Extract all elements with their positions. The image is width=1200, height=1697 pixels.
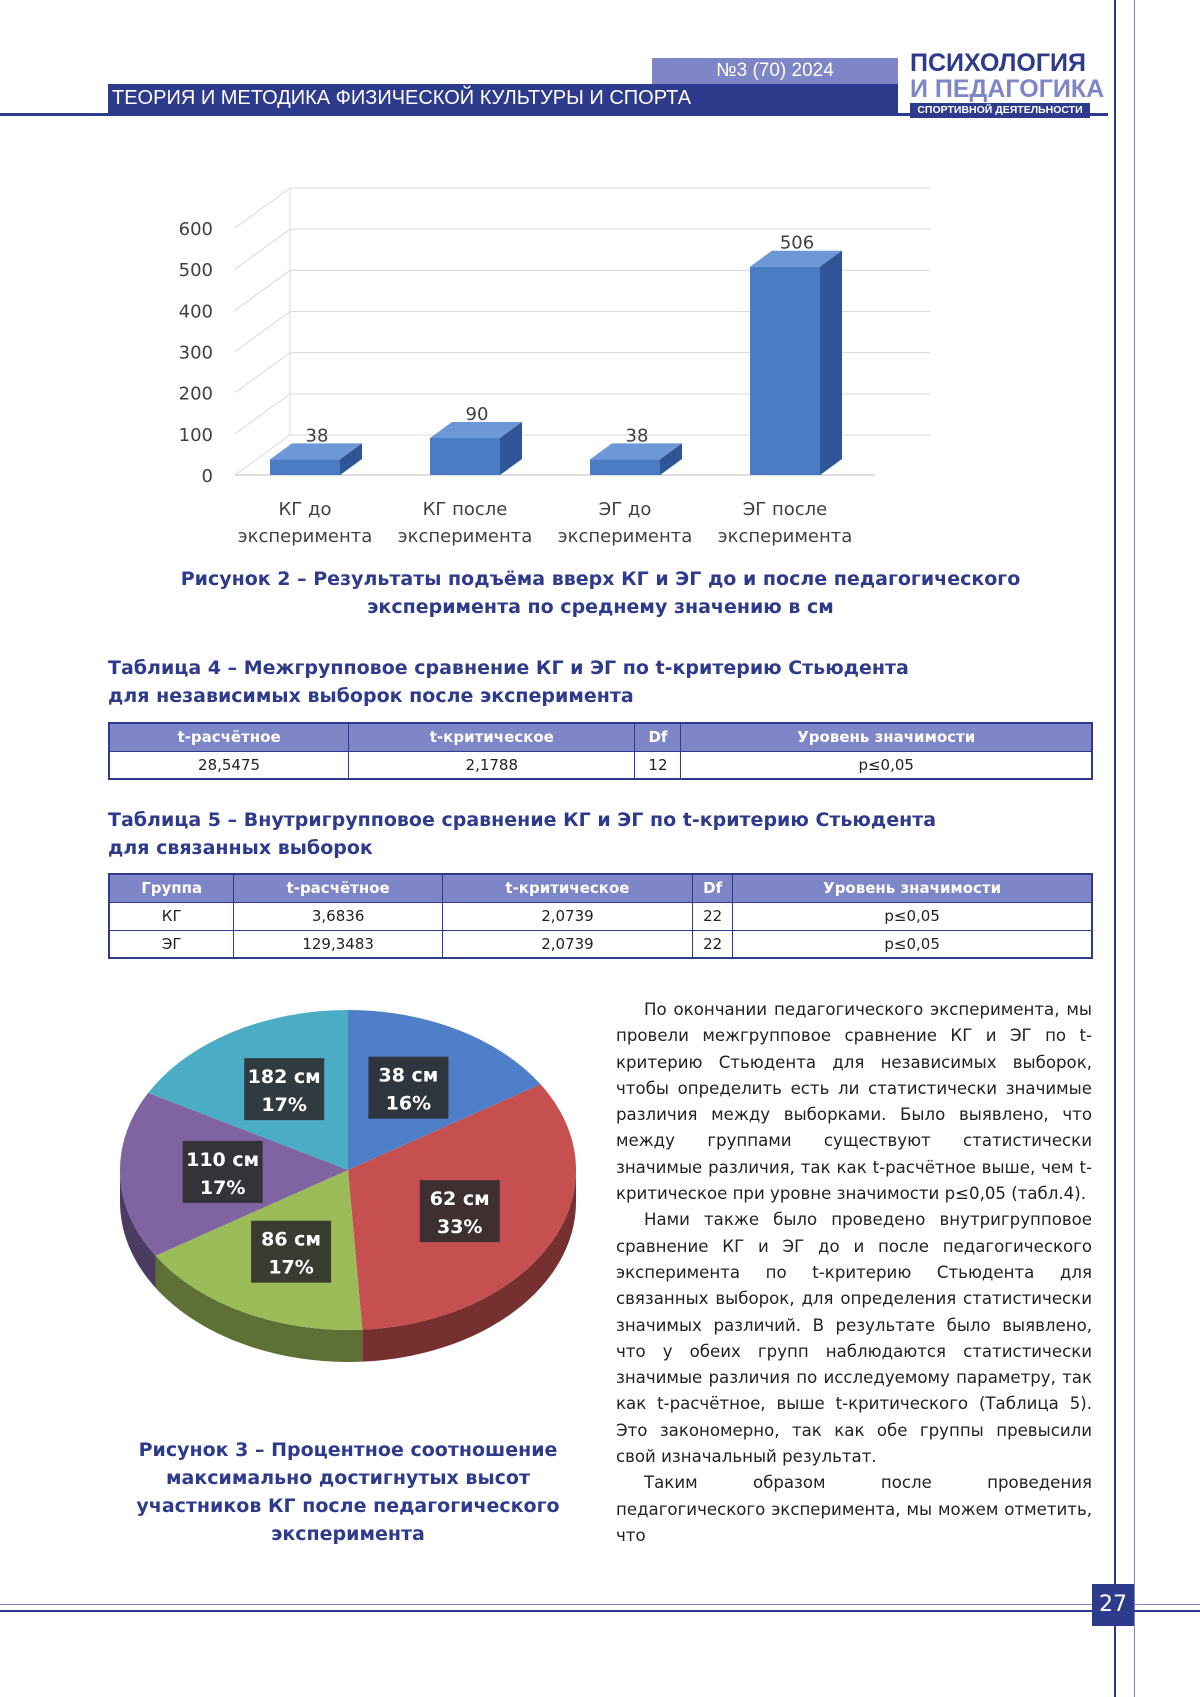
journal-logo-line2: И ПЕДАГОГИКА <box>910 75 1105 103</box>
table-cell: p≤0,05 <box>681 751 1092 779</box>
data-label: 506 <box>779 232 815 254</box>
table-header-cell: t-критическое <box>442 874 692 902</box>
page-number: 27 <box>1092 1584 1134 1626</box>
y-tick-label: 0 <box>201 466 213 487</box>
data-label: 38 <box>305 425 329 447</box>
table5-title <box>108 806 936 862</box>
data-label: 38 <box>625 425 649 447</box>
body-paragraph: Таким образом после проведения педагогического эксперимента, мы можем отметить, что <box>616 1473 1092 1545</box>
x-tick-label: эксперимента <box>717 526 853 547</box>
right-border-line-thin <box>1134 0 1135 1697</box>
table-header-cell: t-расчётное <box>109 723 349 751</box>
bar <box>430 438 500 475</box>
table-cell: p≤0,05 <box>733 930 1092 958</box>
pie-label-value: 62 см <box>429 1188 490 1211</box>
table-header-row <box>109 874 1092 902</box>
bar <box>270 459 340 475</box>
x-tick-label: КГ после <box>422 499 508 520</box>
bar-side <box>820 251 842 475</box>
bar <box>590 459 660 475</box>
table-cell: p≤0,05 <box>733 902 1092 930</box>
gridline-depth <box>235 229 290 269</box>
pie-label-percent: 16% <box>385 1092 432 1115</box>
pie-label-value: 110 см <box>186 1148 260 1171</box>
table-header-cell: t-расчётное <box>234 874 442 902</box>
body-paragraph: Нами также было проведено внутригрупповое сравнение КГ и ЭГ до и после педагогического эксперимента по t-критерию Стьюдента для связанных выборок, для определения статистически значимых различий. В результате было выявлено, что у обеих групп наблюдаются статистически значимые различия по исследуемому параметру, так как t-расчётное, выше t-критического (Таблица 5). Это закономерно, так как обе группы превысили свой изначальный результат. <box>616 1210 1092 1467</box>
table-cell: КГ <box>109 902 234 930</box>
footer-rule-thin <box>0 1604 1200 1605</box>
y-tick-label: 300 <box>178 342 213 364</box>
pie-label-value: 38 см <box>378 1064 439 1087</box>
x-tick-label: КГ до <box>278 499 332 520</box>
journal-logo-line3: СПОРТИВНОЙ ДЕЯТЕЛЬНОСТИ <box>910 103 1090 118</box>
figure2-caption-line1: Рисунок 2 – Результаты подъёма вверх КГ и ЭГ до и после педагогического <box>180 568 1021 590</box>
table-cell: 22 <box>693 930 733 958</box>
y-tick-label: 100 <box>178 424 213 446</box>
figure2-caption <box>108 565 1093 621</box>
data-label: 90 <box>465 403 489 425</box>
x-tick-label: эксперимента <box>557 526 693 547</box>
table4-title-line1: Таблица 4 – Межгрупповое сравнение КГ и ЭГ по t-критерию Стьюдента <box>108 657 909 679</box>
pie-label <box>251 1221 331 1283</box>
x-tick-label: ЭГ до <box>598 499 652 520</box>
pie-label-percent: 33% <box>436 1216 483 1239</box>
pie-label-value: 86 см <box>261 1228 321 1251</box>
table-cell: 2,0739 <box>442 902 692 930</box>
figure3-caption-line: максимально достигнутых высот <box>166 1467 530 1489</box>
table-cell: ЭГ <box>109 930 234 958</box>
x-tick-label: ЭГ после <box>742 499 828 520</box>
table-cell: 12 <box>635 751 681 779</box>
pie-label-percent: 17% <box>268 1256 314 1279</box>
table-header-cell: Df <box>693 874 733 902</box>
bar <box>750 267 820 475</box>
pie-chart-figure3 <box>108 995 588 1395</box>
table4-title <box>108 654 909 710</box>
table-cell: 2,1788 <box>349 751 635 779</box>
article-body <box>616 997 1092 1549</box>
gridline-depth <box>235 353 290 393</box>
journal-section: ТЕОРИЯ И МЕТОДИКА ФИЗИЧЕСКОЙ КУЛЬТУРЫ И СПОРТА <box>108 84 898 113</box>
table-header-cell: Группа <box>109 874 234 902</box>
pie-label <box>183 1141 263 1203</box>
pie-label-percent: 17% <box>199 1176 246 1199</box>
table-row <box>109 751 1092 779</box>
gridline-depth <box>235 188 290 228</box>
table-header-row <box>109 723 1092 751</box>
x-tick-label: эксперимента <box>237 526 373 547</box>
x-tick-label: эксперимента <box>397 526 533 547</box>
table-row <box>109 930 1092 958</box>
journal-logo-line1: ПСИХОЛОГИЯ <box>910 49 1086 77</box>
y-tick-label: 600 <box>178 219 213 240</box>
table-header-cell: Уровень значимости <box>681 723 1092 751</box>
gridline-depth <box>235 394 290 434</box>
gridline-depth <box>235 270 290 310</box>
figure3-caption-line: Рисунок 3 – Процентное соотношение <box>138 1439 558 1461</box>
table-header-cell: Уровень значимости <box>733 874 1092 902</box>
footer-rule <box>0 1610 1200 1612</box>
y-tick-label: 200 <box>178 383 213 405</box>
table5 <box>108 873 1093 959</box>
table-cell: 22 <box>693 902 733 930</box>
table-cell: 3,6836 <box>234 902 442 930</box>
figure2-caption-line2: эксперимента по среднему значению в см <box>367 596 834 618</box>
pie-label <box>368 1057 448 1119</box>
table-row <box>109 902 1092 930</box>
pie-label <box>420 1180 500 1242</box>
y-tick-label: 500 <box>178 260 213 282</box>
figure3-caption <box>108 1436 588 1548</box>
gridline-depth <box>235 312 290 352</box>
bar-chart-figure2 <box>170 170 1030 560</box>
body-paragraph: По окончании педагогического эксперимента, мы провели межгрупповое сравнение КГ и ЭГ по t-критерию Стьюдента для независимых выборок, чтобы определить есть ли статистически значимые различия между выборками. Было выявлено, что между группами существуют статистически значимые различия, так как t-расчётное выше, чем t-критическое при уровне значимости p≤0,05 (табл.4). <box>616 1000 1092 1204</box>
table4 <box>108 722 1093 780</box>
table-header-cell: Df <box>635 723 681 751</box>
table5-title-line2: для связанных выборок <box>108 837 373 859</box>
y-tick-label: 400 <box>178 301 213 323</box>
issue-number: №3 (70) 2024 <box>652 58 898 84</box>
table-cell: 2,0739 <box>442 930 692 958</box>
figure3-caption-line: эксперимента <box>271 1523 425 1545</box>
figure3-caption-line: участников КГ после педагогического <box>136 1495 560 1517</box>
table5-title-line1: Таблица 5 – Внутригрупповое сравнение КГ и ЭГ по t-критерию Стьюдента <box>108 809 937 831</box>
pie-label <box>244 1058 324 1120</box>
pie-label-value: 182 см <box>247 1066 321 1089</box>
pie-label-percent: 17% <box>261 1094 307 1117</box>
table-header-cell: t-критическое <box>349 723 635 751</box>
table-cell: 28,5475 <box>109 751 349 779</box>
table4-title-line2: для независимых выборок после эксперимента <box>108 685 634 707</box>
table-cell: 129,3483 <box>234 930 442 958</box>
right-border-line <box>1114 0 1116 1697</box>
